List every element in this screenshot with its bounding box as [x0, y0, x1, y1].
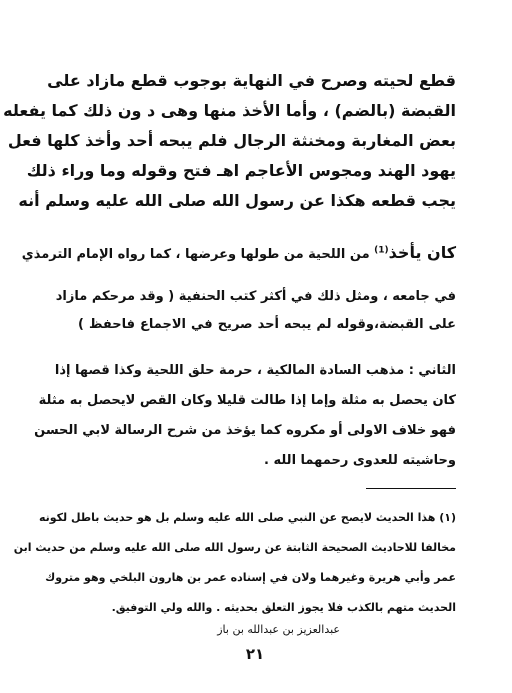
body-line-2: القبضة (بالضم) ، وأما الأخذ منها وهى د ون ذلك كما يفعله [3, 101, 456, 120]
page-number: ٢١ [245, 645, 265, 663]
body-line-5: يجب قطعه هكذا عن رسول الله صلى الله عليه وسلم أنه [18, 191, 456, 210]
ref-line-before: كان يأخذ [388, 243, 456, 262]
footnote-line-1: (١) هذا الحديث لايصح عن النبي صلى الله عليه وسلم بل هو حديث باطل لكونه [38, 511, 456, 524]
body-line-7: في جامعه ، ومثل ذلك في أكثر كتب الحنفية ( وقد مرحكم مازاد [55, 289, 456, 304]
body-line-10: كان يحصل به مثلة وإما إذا طالت قليلا وكان القص لايحصل به مثلة [38, 393, 456, 408]
body-line-8: على القبضة،وقوله لم يبحه أحد صريح في الاجماع فاحفظ ) [78, 317, 456, 332]
body-line-12: وحاشيته للعدوى رحمهما الله . [264, 453, 456, 468]
signature: عبدالعزيز بن عبدالله بن باز [217, 623, 340, 636]
body-line-9: الثاني : مذهب السادة المالكية ، حرمة حلق اللحية وكذا قصها إذا [54, 363, 456, 378]
footnote-reference-marker: (1) [374, 245, 389, 256]
body-line-4: يهود الهند ومجوس الأعاجم اهـ فتح وقوله وما وراء ذلك [26, 161, 456, 180]
body-line-11: فهو خلاف الاولى أو مكروه كما يؤخذ من شرح الرسالة لابي الحسن [34, 423, 456, 438]
body-line-1: قطع لحيته وصرح في النهاية بوجوب قطع مازاد على [47, 71, 456, 90]
footnote-line-2: مخالفا للاحاديث الصحيحة الثابتة عن رسول الله صلى الله عليه وسلم من حديث ابن [13, 541, 456, 554]
body-line-3: بعض المغاربة ومخنثة الرجال فلم يبحه أحد وأخذ كلها فعل [7, 131, 456, 150]
footnote-separator [366, 488, 456, 489]
ref-line-after: من اللحية من طولها وعرضها ، كما رواه الإمام الترمذي [21, 247, 375, 262]
body-line-6 [21, 240, 456, 266]
footnote-line-3: عمر وأبي هريرة وغيرهما ولان في إسناده عمر بن هارون البلخي وهو متروك [45, 571, 456, 584]
footnote-line-4: الحديث متهم بالكذب فلا يجوز التعلق بحديثه . والله ولي التوفيق. [111, 601, 456, 614]
